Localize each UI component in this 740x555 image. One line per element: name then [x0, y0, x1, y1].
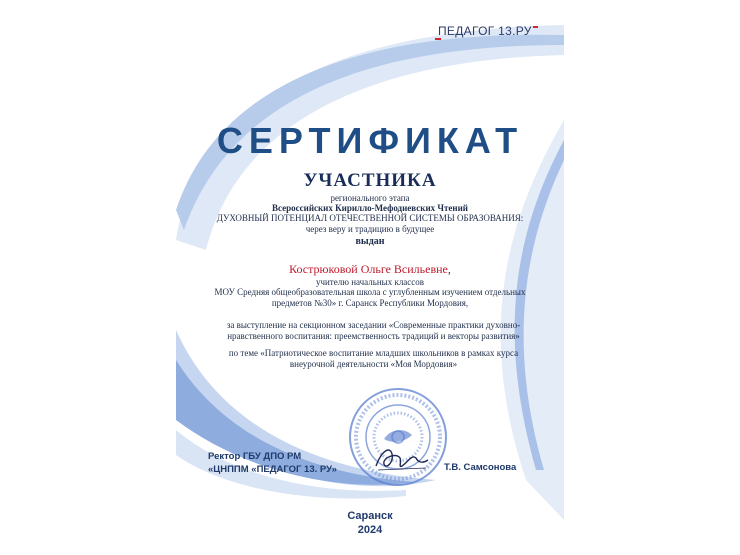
footer-city: Саранск	[347, 510, 393, 522]
topic-line-2: внеурочной деятельности «Моя Мордовия»	[289, 359, 458, 369]
logo	[438, 24, 532, 38]
event-line-4: через веру и традицию в будущее	[305, 224, 435, 234]
signer-name: Т.В. Самсонова	[444, 462, 517, 473]
recipient-comma: ,	[447, 262, 451, 276]
logo-text: ПЕДАГОГ 13.РУ	[438, 24, 532, 38]
logo-underline-mark	[435, 38, 441, 40]
signer-title	[208, 450, 337, 476]
signer-title-line-1: Ректор ГБУ ДПО РМ	[208, 451, 302, 462]
certificate-title: СЕРТИФИКАТ	[216, 120, 524, 161]
logo-overline-mark	[533, 26, 538, 28]
event-line-2: Всероссийских Кирилло-Мефодиевских Чтений	[272, 203, 468, 213]
school-line-2: предметов №30» г. Саранск Республики Мордовия,	[271, 298, 469, 308]
signer-title-line-2: «ЦНППМ «ПЕДАГОГ 13. РУ»	[208, 464, 337, 475]
recipient-name-text: Кострюковой Ольге Всильевне	[289, 262, 448, 276]
reason-line-2: нравственного воспитания: преемственность традиций и векторы развития»	[227, 331, 520, 341]
school-line-1: МОУ Средняя общеобразовательная школа с углубленным изучением отдельных	[214, 287, 526, 297]
certificate-subtitle: УЧАСТНИКА	[303, 170, 437, 191]
footer	[176, 509, 564, 537]
handwritten-signature	[372, 440, 432, 476]
footer-year: 2024	[357, 524, 383, 536]
event-line-3: ДУХОВНЫЙ ПОТЕНЦИАЛ ОТЕЧЕСТВЕННОЙ СИСТЕМЫ ОБРАЗОВАНИЯ:	[216, 213, 524, 223]
certificate-page	[176, 0, 564, 555]
topic-line-1: по теме «Патриотическое воспитание младших школьников в рамках курса	[228, 348, 519, 358]
recipient-name	[176, 262, 564, 277]
position-line: учителю начальных классов	[315, 277, 425, 287]
issued-label: выдан	[355, 236, 385, 247]
reason-line-1: за выступление на секционном заседании «Современные практики духовно-	[226, 320, 521, 330]
event-line-1: регионального этапа	[330, 193, 410, 203]
